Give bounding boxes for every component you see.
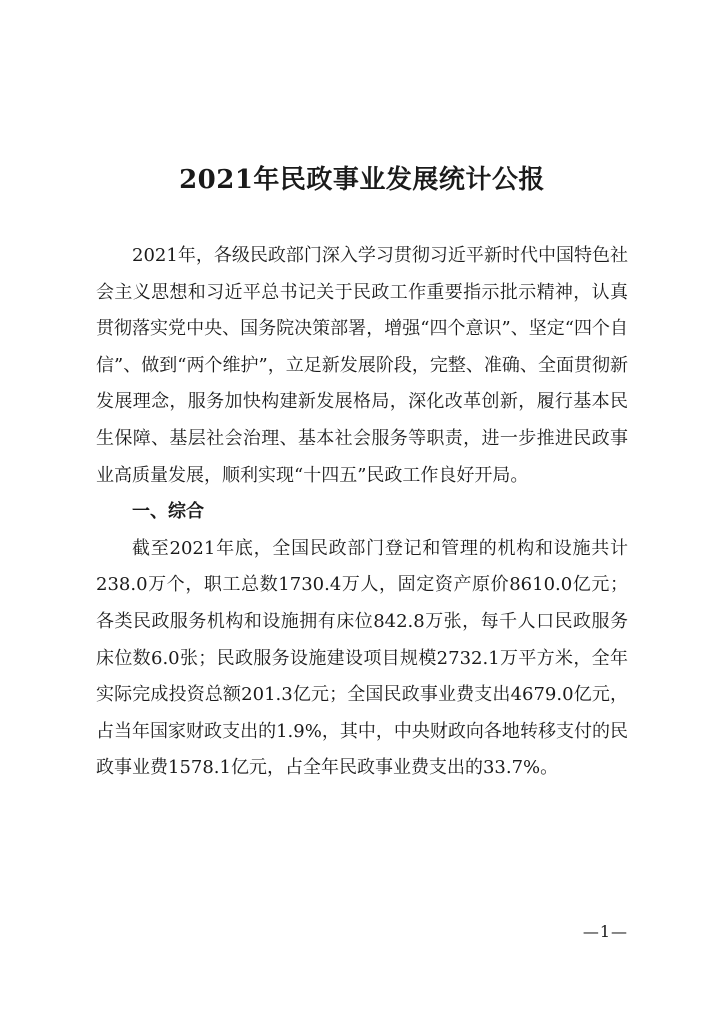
document-body bbox=[96, 238, 628, 787]
document-title: 2021年民政事业发展统计公报 bbox=[179, 165, 545, 195]
intro-paragraph: 2021年，各级民政部门深入学习贯彻习近平新时代中国特色社会主义思想和习近平总书记关于民政工作重要指示批示精神，认真贯彻落实党中央、国务院决策部署，增强“四个意识”、坚定“四个自信”、做到“两个维护”，立足新发展阶段，完整、准确、全面贯彻新发展理念，服务加快构建新发展格局，深化改革创新，履行基本民生保障、基层社会治理、基本社会服务等职责，进一步推进民政事业高质量发展，顺利实现“十四五”民政工作良好开局。 bbox=[96, 245, 628, 486]
page-number: —1— bbox=[582, 922, 628, 941]
section-heading-comprehensive: 一、综合 bbox=[132, 501, 204, 523]
comprehensive-paragraph: 截至2021年底，全国民政部门登记和管理的机构和设施共计238.0万个，职工总数1730.4万人，固定资产原价8610.0亿元；各类民政服务机构和设施拥有床位842.8万张，每千人口民政服务床位数6.0张；民政服务设施建设项目规模2732.1万平方米，全年实际完成投资总额201.3亿元；全国民政事业费支出4679.0亿元，占当年国家财政支出的1.9%，其中，中央财政向各地转移支付的民政事业费1578.1亿元，占全年民政事业费支出的33.7%。 bbox=[96, 537, 628, 779]
